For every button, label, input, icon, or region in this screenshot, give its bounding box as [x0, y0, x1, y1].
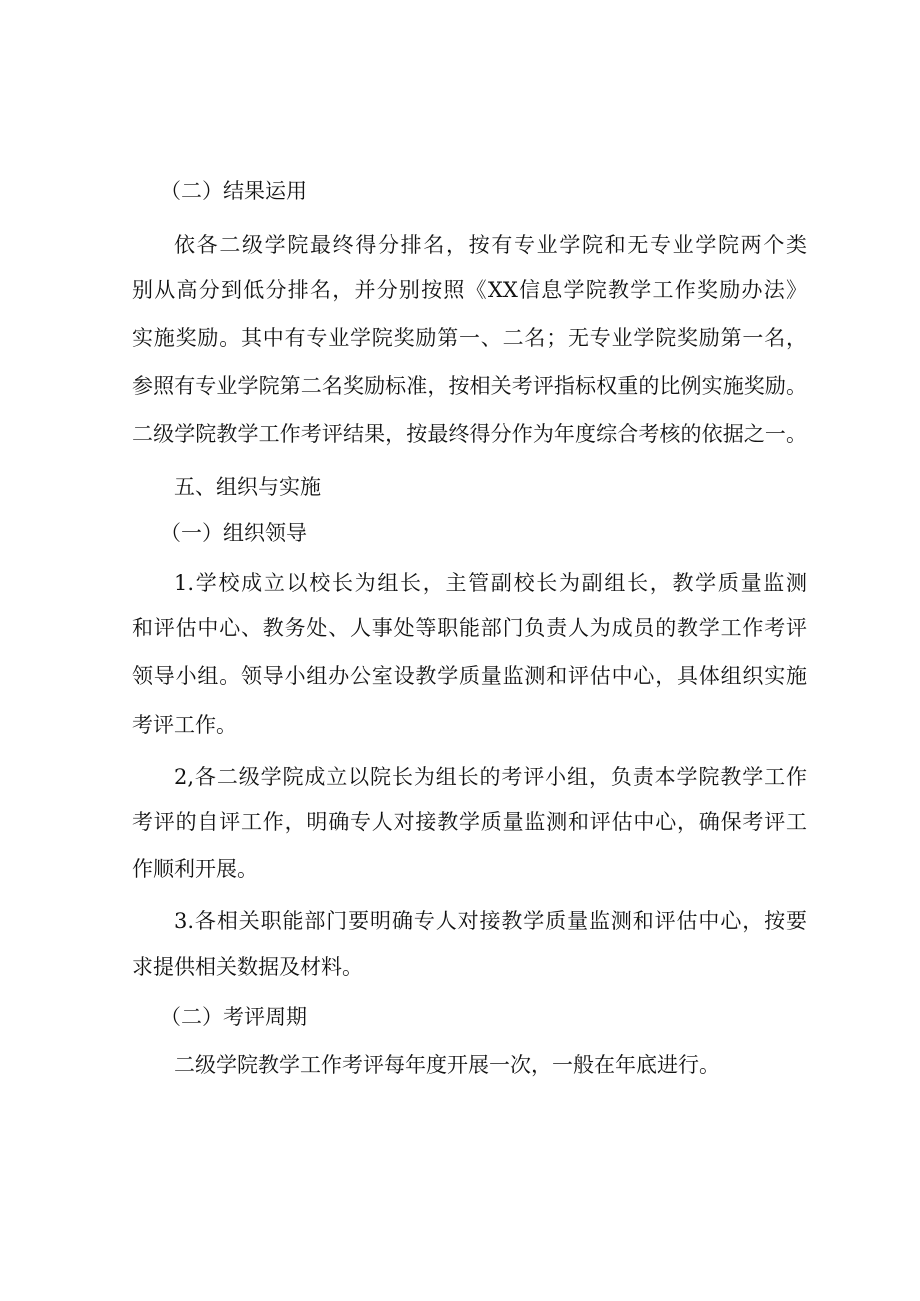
item-one-line: 考评工作。	[132, 713, 237, 737]
paragraph-evaluation-cycle: 二级学院教学工作考评每年度开展一次，一般在年底进行。	[174, 1053, 720, 1077]
item-two-line: 2,各二级学院成立以院长为组长的考评小组，负责本学院教学工作	[174, 765, 807, 789]
heading-results-application: （二）结果运用	[160, 179, 307, 203]
item-three-line: 求提供相关数据及材料。	[132, 955, 363, 979]
heading-evaluation-cycle: （二）考评周期	[160, 1005, 307, 1029]
heading-organization-leadership: （一）组织领导	[160, 521, 307, 545]
item-two-line: 考评的自评工作，明确专人对接教学质量监测和评估中心，确保考评工	[132, 810, 807, 834]
item-one-line: 1.学校成立以校长为组长，主管副校长为副组长，教学质量监测	[174, 571, 807, 595]
paragraph-line: 参照有专业学院第二名奖励标准，按相关考评指标权重的比例实施奖励。	[132, 374, 807, 398]
paragraph-line: 实施奖励。其中有专业学院奖励第一、二名；无专业学院奖励第一名，	[132, 326, 807, 350]
item-one-line: 领导小组。领导小组办公室设教学质量监测和评估中心，具体组织实施	[132, 664, 807, 688]
heading-section-five: 五、组织与实施	[174, 475, 321, 499]
item-three-line: 3.各相关职能部门要明确专人对接教学质量监测和评估中心，按要	[174, 909, 807, 933]
item-two-line: 作顺利开展。	[132, 857, 258, 881]
paragraph-line: 别从高分到低分排名，并分别按照《XX信息学院教学工作奖励办法》	[132, 278, 807, 302]
paragraph-line: 二级学院教学工作考评结果，按最终得分作为年度综合考核的依据之一。	[132, 422, 807, 446]
item-one-line: 和评估中心、教务处、人事处等职能部门负责人为成员的教学工作考评	[132, 616, 807, 640]
paragraph-line: 依各二级学院最终得分排名，按有专业学院和无专业学院两个类	[174, 233, 807, 257]
